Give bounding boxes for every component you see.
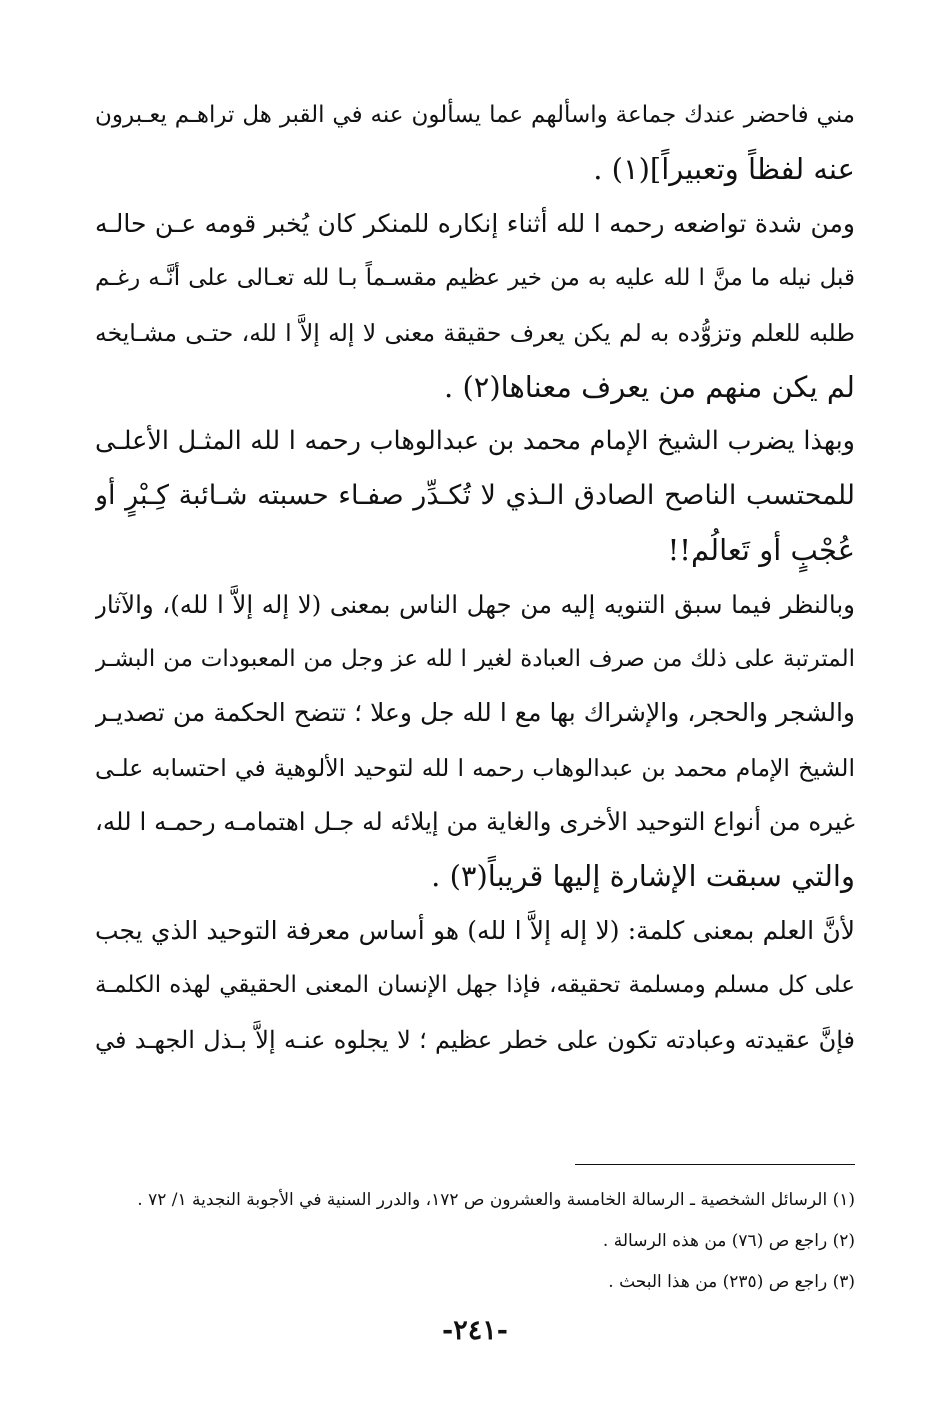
body-line: للمحتسب الناصح الصادق الـذي لا تُكـدِّر صفـاء حسبته شـائبة كِـبْرٍ أو — [95, 479, 855, 511]
body-line: الشيخ الإمام محمد بن عبدالوهاب رحمه ا لله لتوحيد الألوهية في احتسابه علـى — [95, 753, 855, 782]
body-line: فإنَّ عقيدته وعبادته تكون على خطر عظيم ؛ لا يجلوه عنـه إلاَّ بـذل الجهـد في — [95, 1025, 855, 1054]
body-line: على كل مسلم ومسلمة تحقيقه، فإذا جهل الإنسان المعنى الحقيقي لهذه الكلمـة — [95, 972, 855, 999]
body-line: طلبه للعلم وتزوُّده به لم يكن يعرف حقيقة معنى لا إله إلاَّ ا لله، حتـى مشـايخه — [95, 318, 855, 347]
body-line: وبالنظر فيما سبق التنويه إليه من جهل الناس بمعنى (لا إله إلاَّ ا لله)، والآثار — [95, 589, 855, 619]
body-line: مني فاحضر عندك جماعة واسألهم عما يسألون عنه في القبر هل تراهـم يعـبرون — [95, 102, 855, 128]
body-line: غيره من أنواع التوحيد الأخرى والغاية من إيلائه له جـل اهتمامـه رحمـه ا لله، — [95, 807, 855, 837]
body-line: عنه لفظاً وتعبيراً](١) . — [593, 152, 855, 187]
body-line: لم يكن منهم من يعرف معناها(٢) . — [444, 369, 855, 404]
footnotes — [95, 1180, 855, 1303]
body-line: المترتبة على ذلك من صرف العبادة لغير ا لله عز وجل من المعبودات من البشـر — [95, 645, 855, 672]
body-line: ومن شدة تواضعه رحمه ا لله أثناء إنكاره للمنكر كان يُخبر قومه عـن حالـه — [95, 208, 855, 238]
footnote-separator — [575, 1164, 855, 1165]
body-line: وبهذا يضرب الشيخ الإمام محمد بن عبدالوهاب رحمه ا لله المثـل الأعلـى — [95, 426, 855, 457]
body-line: قبل نيله ما منَّ ا لله عليه به من خير عظيم مقسـماً بـا لله تعـالى على أنَّـه رغـم — [95, 265, 855, 292]
body-line: لأنَّ العلم بمعنى كلمة: (لا إله إلاَّ ا لله) هو أساس معرفة التوحيد الذي يجب — [95, 915, 855, 945]
page-number: -٢٤١- — [442, 1315, 508, 1346]
body-line: عُجْبٍ أو تَعالُم!! — [667, 533, 855, 568]
footnote-item: (١) الرسائل الشخصية ـ الرسالة الخامسة والعشرون ص ١٧٢، والدرر السنية في الأجوبة النجدية ١/ ٧٢ . — [137, 1190, 855, 1210]
footnote-item: (٢) راجع ص (٧٦) من هذه الرسالة . — [602, 1231, 855, 1251]
body-text — [95, 88, 855, 1067]
footnote-item: (٣) راجع ص (٢٣٥) من هذا البحث . — [608, 1272, 855, 1292]
body-line: والتي سبقت الإشارة إليها قريباً(٣) . — [431, 859, 855, 894]
body-line: والشجر والحجر، والإشراك بها مع ا لله جل وعلا ؛ تتضح الحكمة من تصديـر — [95, 698, 855, 728]
